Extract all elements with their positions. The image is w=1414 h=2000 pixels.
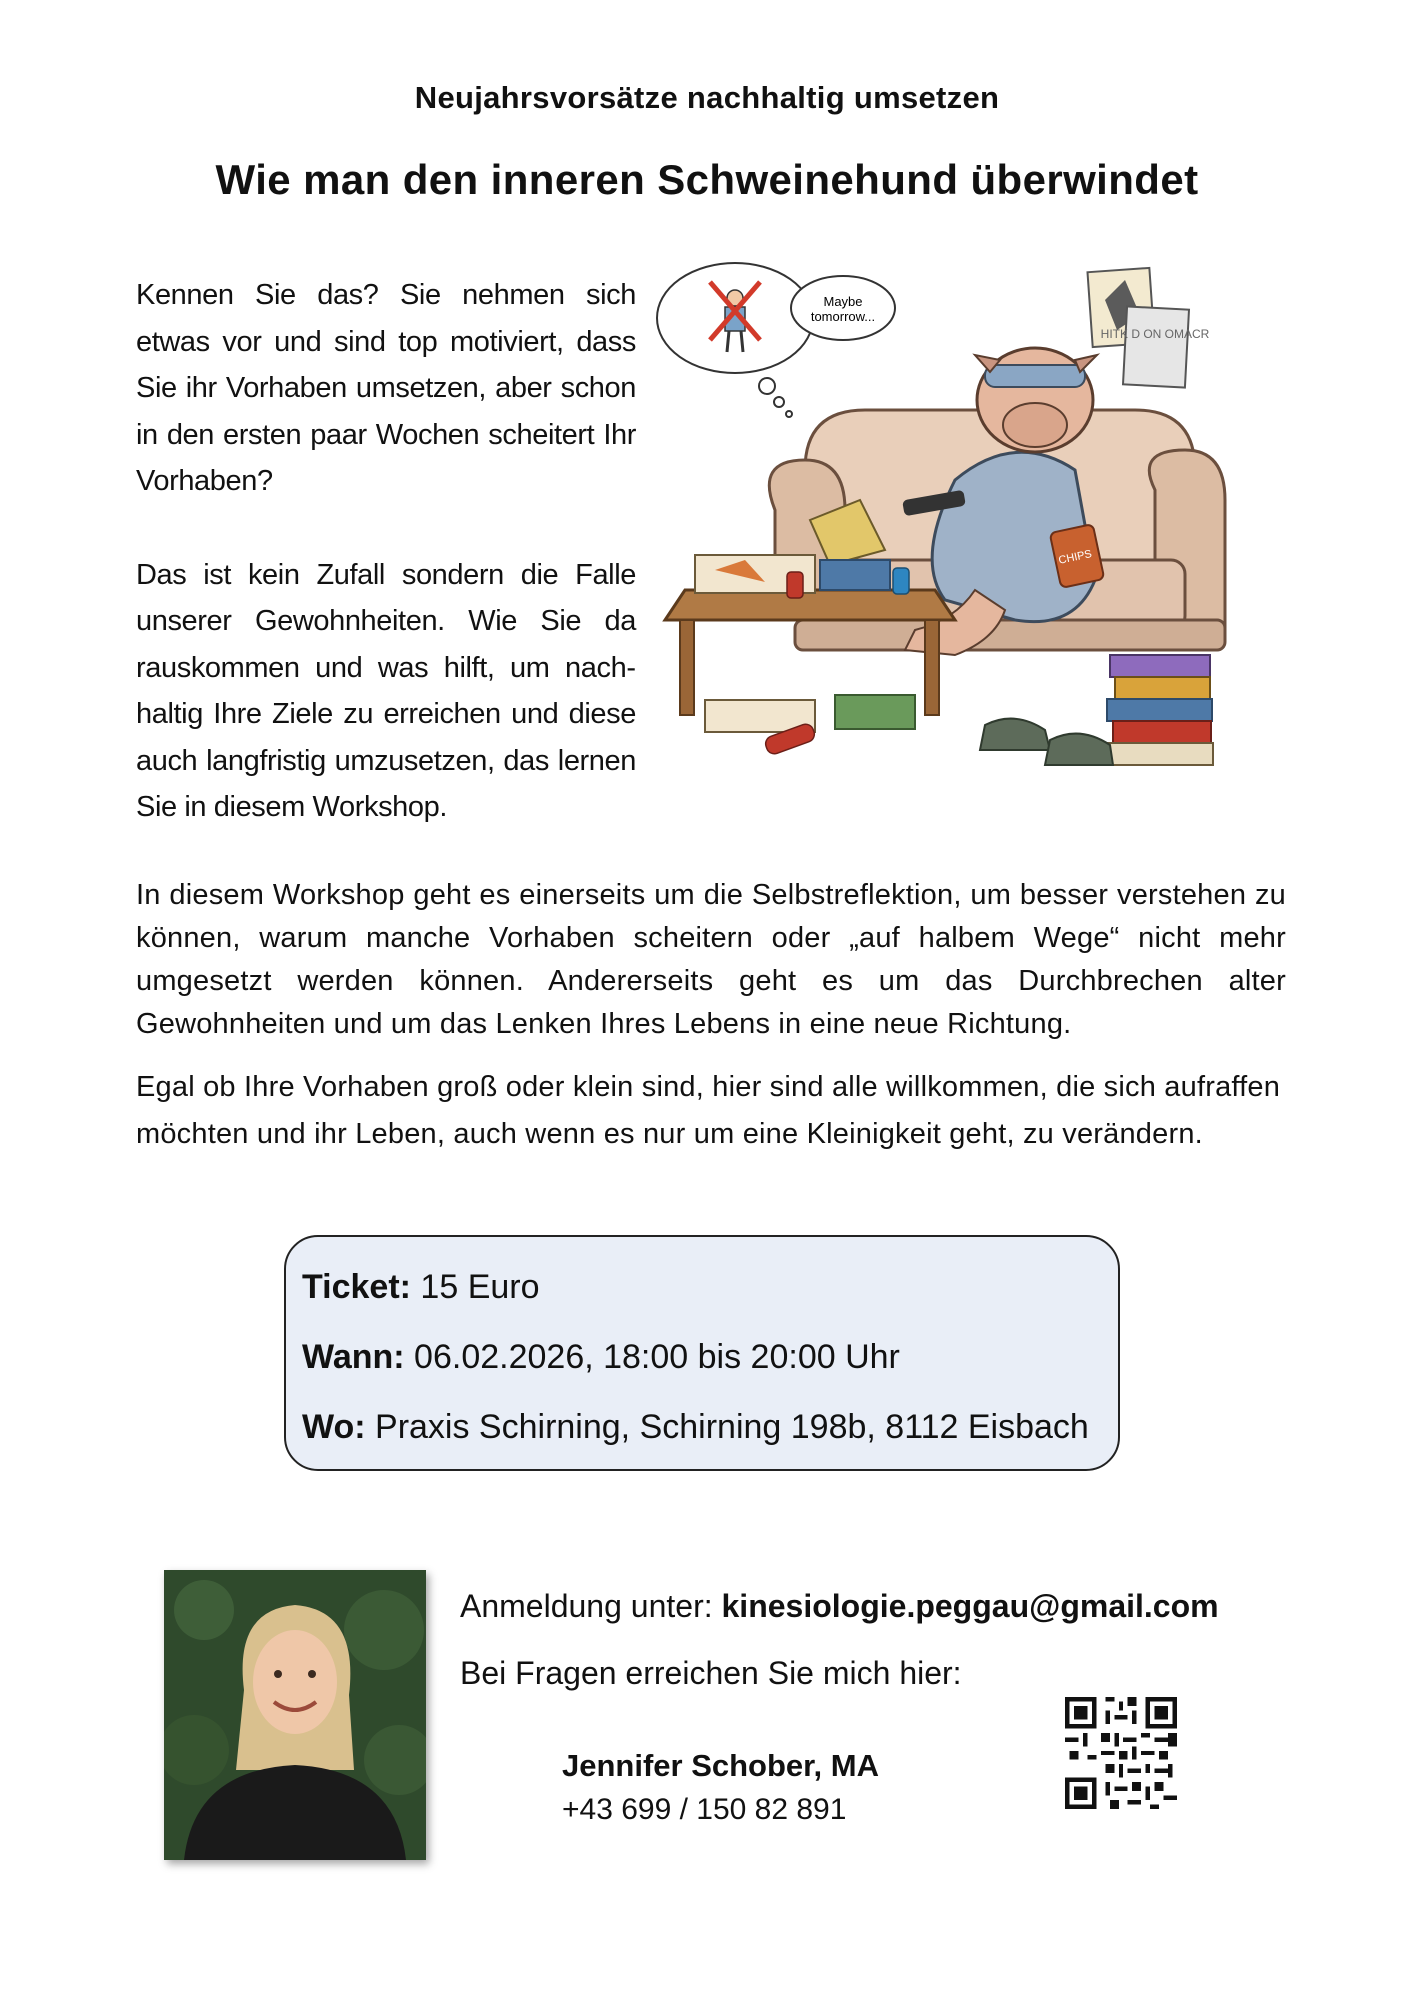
where-line (302, 1407, 1118, 1477)
where-label: Wo: (302, 1408, 366, 1446)
lazy-bulldog-illustration (655, 260, 1235, 830)
ticket-label: Ticket: (302, 1268, 411, 1306)
registration-label: Anmeldung unter: (460, 1588, 722, 1624)
ticket-value: 15 Euro (410, 1268, 540, 1306)
where-value: Praxis Schirning, Schirning 198b, 8112 Eisbach (365, 1408, 1089, 1446)
presenter-photo (164, 1570, 426, 1860)
workshop-description (136, 874, 1286, 1176)
wall-posters (1087, 268, 1209, 388)
page-title: Wie man den inneren Schweinehund überwindet (215, 156, 1199, 203)
contact-phone[interactable]: +43 699 / 150 82 891 (562, 1793, 847, 1826)
registration-email[interactable]: kinesiologie.peggau@gmail.com (721, 1588, 1219, 1624)
when-line (302, 1337, 1118, 1407)
thought-text-line-2: tomorrow... (810, 309, 876, 324)
event-info-box (284, 1235, 1120, 1471)
when-value: 06.02.2026, 18:00 bis 20:00 Uhr (404, 1338, 900, 1376)
intro-text (136, 272, 636, 878)
intro-paragraph-1: Kennen Sie das? Sie nehmen sich etwas vor und sind top motiviert, dass Sie ihr Vorhaben umsetzen, aber schon in den ersten paar Wochen scheitert Ihr Vorhaben? (136, 279, 636, 497)
intro-paragraph-2: Das ist kein Zufall sondern die Falle unserer Gewohnheiten. Wie Sie da rauskommen und was hilft, um nachhaltig Ihre Ziele zu erreichen und diese auch langfristig umzusetzen, das lernen Sie in diesem Workshop. (136, 558, 636, 823)
thought-bubble (657, 263, 895, 417)
registration-line (460, 1588, 1219, 1625)
description-paragraph-2: Egal ob Ihre Vorhaben groß oder klein sind, hier sind alle willkommen, die sich aufraffen möchten und ihr Leben, auch wenn es nur um eine Kleinigkeit geht, zu verändern. (136, 1071, 1281, 1150)
thought-text-line-1: Maybe (823, 294, 863, 309)
description-paragraph-1: In diesem Workshop geht es einerseits um die Selbstreflektion, um besser verstehen zu können, warum manche Vorhaben scheitern oder „auf halbem Wege“ nicht mehr umgesetzt werden können. Andererseits geht es um das Durchbrechen alter Gewohnheiten und um das Lenken Ihres Lebens in eine neue Richtung. (136, 879, 1286, 1040)
questions-text: Bei Fragen erreichen Sie mich hier: (460, 1655, 962, 1691)
contact-name: Jennifer Schober, MA (562, 1748, 879, 1783)
qr-code[interactable] (1065, 1697, 1177, 1809)
ticket-line (302, 1267, 1118, 1337)
chips-bag-label: CHIPS (1057, 548, 1093, 567)
when-label: Wann: (302, 1338, 405, 1376)
poster-text: HITK D ON OMACR (1100, 327, 1210, 341)
page-kicker: Neujahrsvorsätze nachhaltig umsetzen (414, 80, 1000, 115)
book-stack-and-shoes (980, 655, 1213, 765)
